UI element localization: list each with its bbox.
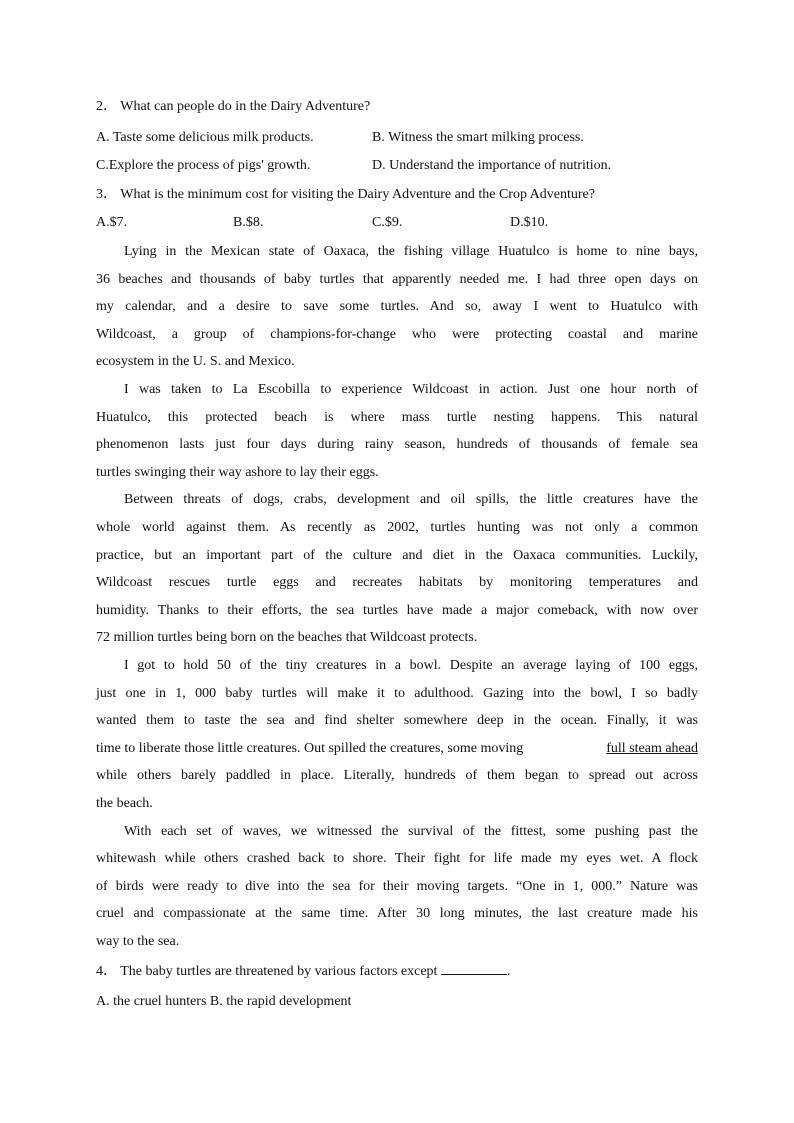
- q2-option-c: C.Explore the process of pigs' growth.: [96, 158, 311, 173]
- passage-line: practice, but an important part of the culture and diet in the Oaxaca communities. Luckily,: [96, 548, 698, 563]
- passage-line: Between threats of dogs, crabs, development and oil spills, the little creatures have the: [124, 492, 698, 507]
- q2-option-a: A. Taste some delicious milk products.: [96, 130, 314, 145]
- answer-blank: [441, 962, 507, 975]
- passage-line: Wildcoast, a group of champions-for-change who were protecting coastal and marine: [96, 327, 698, 342]
- question-2: 2． What can people do in the Dairy Adventure?: [96, 99, 371, 114]
- q4-options: A. the cruel hunters B. the rapid development: [96, 994, 352, 1009]
- passage-line: With each set of waves, we witnessed the survival of the fittest, some pushing past the: [124, 824, 698, 839]
- passage-line: humidity. Thanks to their efforts, the sea turtles have made a major comeback, with now over: [96, 603, 698, 618]
- passage-line: the beach.: [96, 796, 153, 811]
- passage-line: of birds were ready to dive into the sea for their moving targets. “One in 1, 000.” Nature was: [96, 879, 698, 894]
- passage-line: way to the sea.: [96, 934, 180, 949]
- q3-option-a: A.$7.: [96, 215, 128, 230]
- passage-line: whole world against them. As recently as 2002, turtles hunting was not only a common: [96, 520, 698, 535]
- passage-line: wanted them to taste the sea and find shelter somewhere deep in the ocean. Finally, it was: [96, 713, 698, 728]
- passage-text: time to liberate those little creatures. Out spilled the creatures, some moving: [96, 741, 524, 756]
- passage-line: Lying in the Mexican state of Oaxaca, the fishing village Huatulco is home to nine bays,: [124, 244, 698, 259]
- q3-option-c: C.$9.: [372, 215, 403, 230]
- passage-line: whitewash while others crashed back to shore. Their fight for life made my eyes wet. A flock: [96, 851, 698, 866]
- passage-line-with-underline: [96, 740, 698, 758]
- passage-line: my calendar, and a desire to save some turtles. And so, away I went to Huatulco with: [96, 299, 698, 314]
- passage-line: just one in 1, 000 baby turtles will make it to adulthood. Gazing into the bowl, I so badly: [96, 686, 698, 701]
- question-3: 3． What is the minimum cost for visiting the Dairy Adventure and the Crop Adventure?: [96, 187, 595, 202]
- passage-line: while others barely paddled in place. Literally, hundreds of them began to spread out across: [96, 768, 698, 783]
- question-4: [96, 962, 698, 981]
- q3-option-d: D.$10.: [510, 215, 549, 230]
- q4-period: .: [506, 964, 511, 979]
- q2-option-b: B. Witness the smart milking process.: [372, 130, 584, 145]
- passage-line: phenomenon lasts just four days during rainy season, hundreds of thousands of female sea: [96, 437, 698, 452]
- passage-line: I got to hold 50 of the tiny creatures in a bowl. Despite an average laying of 100 eggs,: [124, 658, 698, 673]
- passage-line: Wildcoast rescues turtle eggs and recreates habitats by monitoring temperatures and: [96, 575, 698, 590]
- passage-line: cruel and compassionate at the same time. After 30 long minutes, the last creature made his: [96, 906, 698, 921]
- passage-line: I was taken to La Escobilla to experience Wildcoast in action. Just one hour north of: [124, 382, 698, 397]
- underlined-phrase: full steam ahead: [606, 741, 698, 756]
- passage-line: 72 million turtles being born on the beaches that Wildcoast protects.: [96, 630, 478, 645]
- passage-line: Huatulco, this protected beach is where mass turtle nesting happens. This natural: [96, 410, 698, 425]
- q3-option-b: B.$8.: [233, 215, 264, 230]
- q4-text: 4． The baby turtles are threatened by various factors except: [96, 964, 438, 979]
- passage-line: turtles swinging their way ashore to lay their eggs.: [96, 465, 379, 480]
- passage-line: 36 beaches and thousands of baby turtles that apparently needed me. I had three open days on: [96, 272, 698, 287]
- q2-option-d: D. Understand the importance of nutrition.: [372, 158, 612, 173]
- passage-line: ecosystem in the U. S. and Mexico.: [96, 354, 295, 369]
